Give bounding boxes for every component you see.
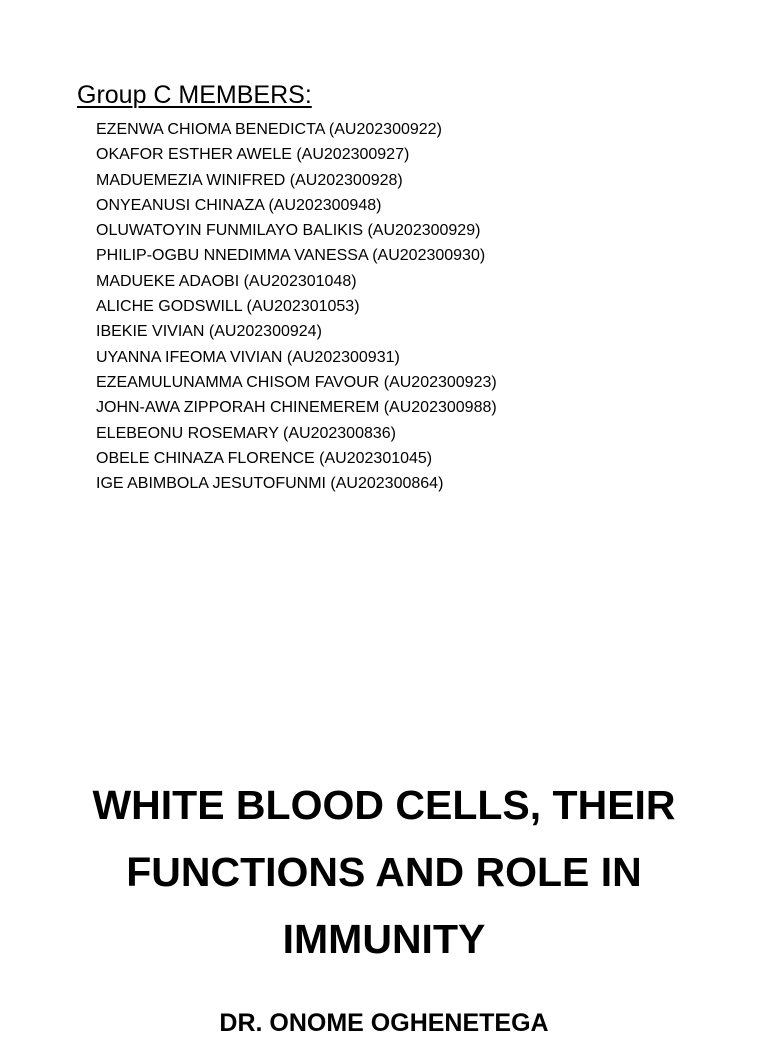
list-item: OLUWATOYIN FUNMILAYO BALIKIS (AU202300929) (96, 222, 481, 240)
list-item: ALICHE GODSWILL (AU202301053) (96, 298, 360, 316)
list-item: MADUEMEZIA WINIFRED (AU202300928) (96, 171, 403, 189)
list-item: MADUEKE ADAOBI (AU202301048) (96, 272, 357, 290)
list-item: IGE ABIMBOLA JESUTOFUNMI (AU202300864) (96, 475, 444, 493)
list-item: EZEAMULUNAMMA CHISOM FAVOUR (AU202300923) (96, 373, 497, 391)
list-item: ONYEANUSI CHINAZA (AU202300948) (96, 196, 382, 214)
list-item: IBEKIE VIVIAN (AU202300924) (96, 323, 322, 341)
list-item: JOHN-AWA ZIPPORAH CHINEMEREM (AU202300988) (96, 399, 497, 417)
list-item: EZENWA CHIOMA BENEDICTA (AU202300922) (96, 121, 442, 138)
title-line: IMMUNITY (282, 916, 486, 962)
member-list (96, 117, 497, 496)
document-title (0, 772, 768, 973)
list-item: OKAFOR ESTHER AWELE (AU202300927) (96, 146, 410, 164)
list-item: UYANNA IFEOMA VIVIAN (AU202300931) (96, 348, 400, 366)
list-item: OBELE CHINAZA FLORENCE (AU202301045) (96, 449, 433, 467)
author-name: DR. ONOME OGHENETEGA (219, 1009, 549, 1037)
list-item: ELEBEONU ROSEMARY (AU202300836) (96, 424, 396, 442)
list-item: PHILIP-OGBU NNEDIMMA VANESSA (AU202300930) (96, 247, 486, 265)
title-line: WHITE BLOOD CELLS, THEIR (92, 782, 676, 828)
title-line: FUNCTIONS AND ROLE IN (126, 849, 642, 895)
group-heading: Group C MEMBERS: (77, 81, 312, 109)
